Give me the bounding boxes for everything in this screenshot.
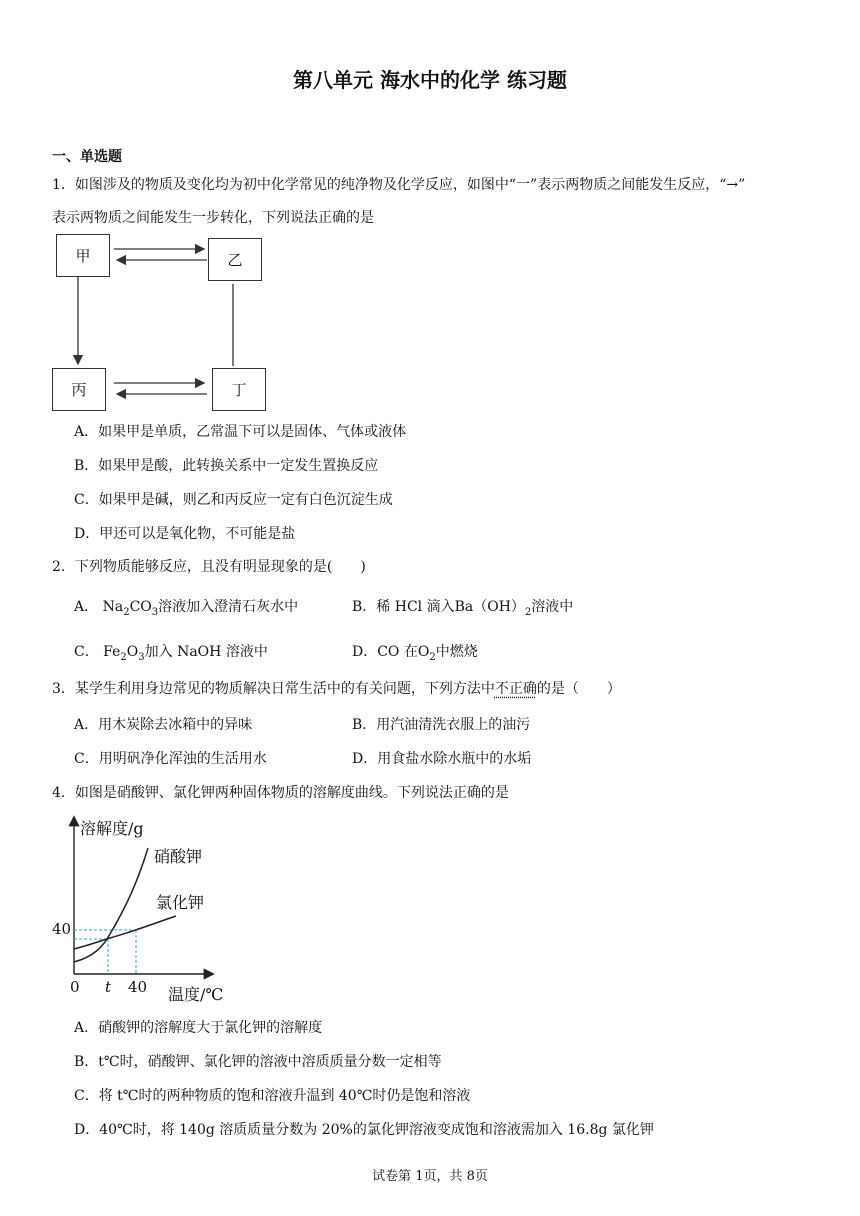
q2-a-s1: 2 [123,606,130,618]
q2-a-prefix: A． [74,599,99,615]
q2-d-prefix: D．CO 在 [352,644,418,660]
q1-option-a: A．如果甲是单质，乙常温下可以是固体、气体或液体 [74,424,407,440]
graph-xt: t [105,978,112,996]
q2-c-s1: 2 [120,651,127,663]
q4-option-b: B．t℃时，硝酸钾、氯化钾的溶液中溶质质量分数一定相等 [74,1054,442,1070]
q3-option-d: D．用食盐水除水瓶中的水垢 [352,751,532,767]
q2-option-b [352,596,573,618]
q2-a-text: 溶液加入澄清石灰水中 [158,599,299,615]
q3-option-b: B．用汽油清洗衣服上的油污 [352,717,531,733]
q1-stem-line1: 1．如图涉及的物质及变化均为初中化学常见的纯净物及化学反应，如图中“一”表示两物质之间能发生反应，“→” [52,177,746,193]
q2-option-a [74,596,298,618]
q4-solubility-graph [48,812,238,1008]
section-heading: 一、单选题 [52,149,122,165]
graph-label-kcl: 氯化钾 [156,893,205,912]
q2-c-f1: Fe [103,644,121,660]
node-bing: 丙 [52,368,106,411]
q4-stem: 4．如图是硝酸钾、氯化钾两种固体物质的溶解度曲线。下列说法正确的是 [52,785,509,801]
graph-xlabel: 温度/℃ [168,985,224,1004]
graph-y40: 40 [52,920,72,938]
graph-label-kno3: 硝酸钾 [154,847,203,866]
q2-d-f: O [417,644,430,660]
q2-b-prefix: B．稀 HCl 滴入 [352,599,455,615]
q2-b-text: 溶液中 [531,599,574,615]
page-footer: 试卷第 1页，共 8页 [372,1169,488,1184]
q2-d-text: 中燃烧 [435,644,478,660]
q2-c-prefix: C． [74,644,99,660]
q4-option-c: C．将 t℃时的两种物质的饱和溶液升温到 40℃时仍是饱和溶液 [74,1088,471,1104]
q2-c-f2: O [126,644,139,660]
q3-stem-a: 3．某学生利用身边常见的物质解决日常生活中的有关问题，下列方法中 [52,681,495,697]
q3-stem-emphasis: 不正确 [494,681,537,697]
q2-c-formula [103,644,145,663]
node-ding: 丁 [212,368,266,411]
node-yi: 乙 [208,238,262,281]
q4-option-d: D．40℃时，将 140g 溶质质量分数为 20%的氯化钾溶液变成饱和溶液需加入 16.8g 氯化钾 [74,1122,654,1138]
q2-stem: 2．下列物质能够反应，且没有明显现象的是( ) [52,559,366,575]
q2-a-s2: 3 [151,606,159,618]
q2-b-formula [454,599,532,618]
q2-a-f2: CO [129,599,152,615]
q1-diagram [52,232,282,412]
q2-a-f1: Na [102,599,124,615]
q2-option-d [352,641,478,663]
q2-b-s: 2 [524,606,532,618]
q1-option-b: B．如果甲是酸，此转换关系中一定发生置换反应 [74,458,379,474]
q2-b-f: Ba（OH） [454,599,525,615]
graph-ylabel: 溶解度/g [80,819,144,838]
q2-c-text: 加入 NaOH 溶液中 [144,644,268,660]
q3-stem [52,678,621,698]
q1-option-d: D．甲还可以是氧化物，不可能是盐 [74,526,296,542]
q2-c-s2: 3 [138,651,145,663]
q2-option-c [74,641,268,663]
curve-kcl [74,916,176,949]
q2-d-formula [417,644,436,663]
q1-stem-line2: 表示两物质之间能发生一步转化，下列说法正确的是 [52,210,374,226]
q4-option-a: A．硝酸钾的溶解度大于氯化钾的溶解度 [74,1020,323,1036]
node-jia: 甲 [56,234,110,277]
graph-x0: 0 [70,978,80,996]
q1-option-c: C．如果甲是碱，则乙和丙反应一定有白色沉淀生成 [74,492,393,508]
q2-a-formula [102,599,159,618]
q2-d-s: 2 [429,651,436,663]
q3-option-c: C．用明矾净化浑浊的生活用水 [74,751,267,767]
q3-stem-b: 的是（ ） [536,681,621,697]
page-title: 第八单元 海水中的化学 练习题 [293,68,567,92]
graph-x40: 40 [128,978,148,996]
curve-kno3 [74,848,148,962]
q3-option-a: A．用木炭除去冰箱中的异味 [74,717,253,733]
